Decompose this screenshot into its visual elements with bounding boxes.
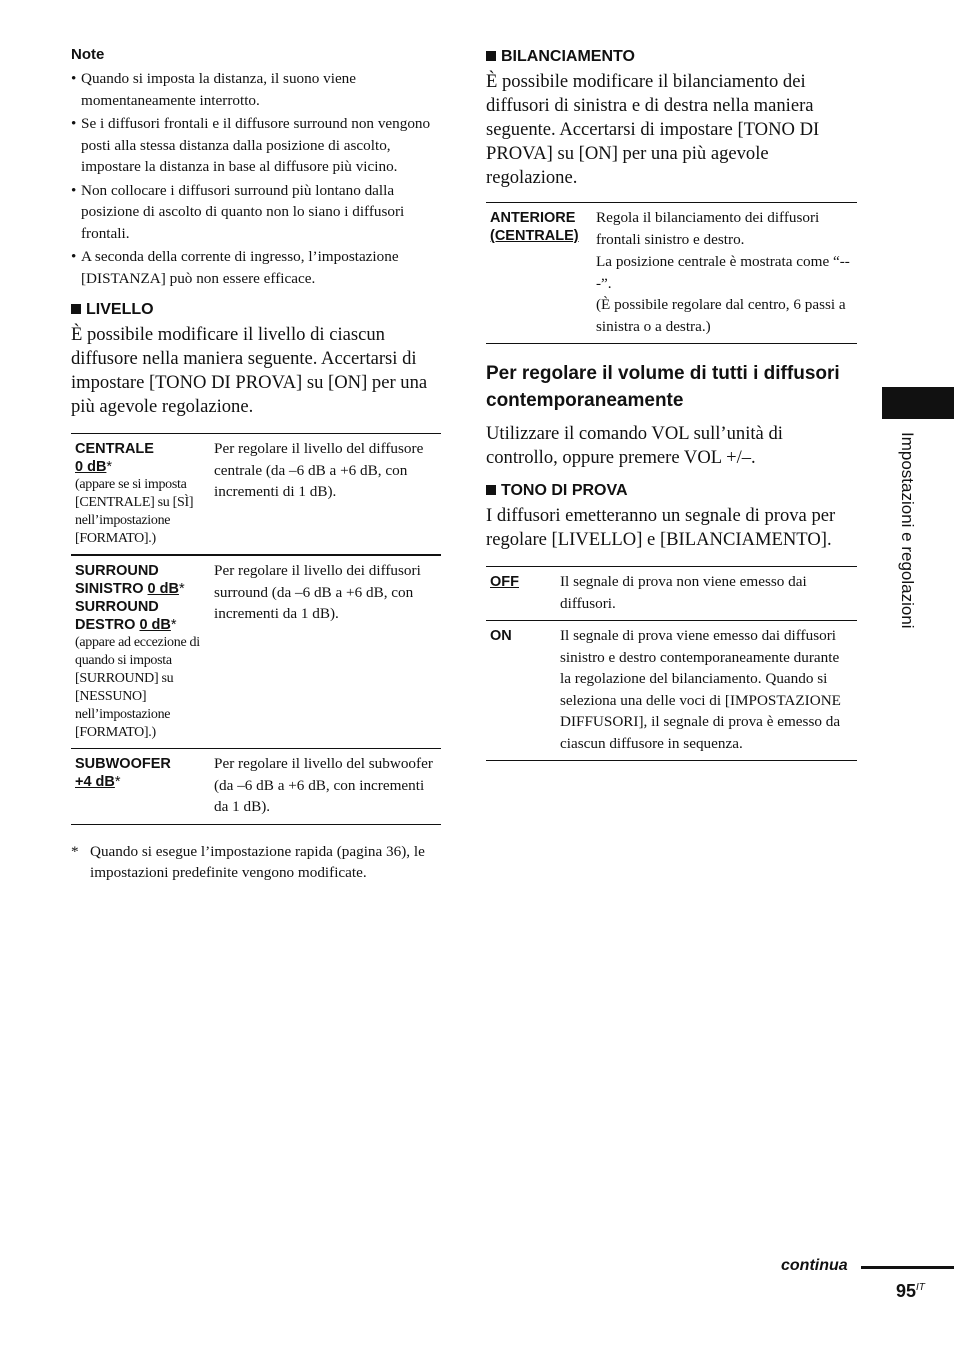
table-desc-cell: Il segnale di prova viene emesso dai diffusori sinistro e destro contemporaneamente durante la regolazione del bilanciamento. Quando si seleziona una delle voci di [IMPOSTAZIONE DIFFUSORI], il segnale di prova è emesso da ciascun diffusore in sequenza. bbox=[560, 627, 841, 752]
livello-table bbox=[71, 433, 441, 825]
page-number-value: 95 bbox=[896, 1281, 917, 1301]
sidebar-label-text: Impostazioni e regolazioni bbox=[898, 432, 917, 629]
footnote-star: * bbox=[178, 581, 185, 597]
table-key-cell bbox=[71, 434, 210, 556]
square-bullet-icon bbox=[486, 51, 496, 61]
key-value: +4 dB bbox=[75, 774, 115, 790]
table-row bbox=[71, 749, 441, 825]
tono-text: I diffusori emetteranno un segnale di prova per regolare [LIVELLO] e [BILANCIAMENTO]. bbox=[486, 505, 836, 550]
key-value: 0 dB bbox=[139, 617, 171, 633]
footnote-text: Quando si esegue l’impostazione rapida (pagina 36), le impostazioni predefinite vengono modificate. bbox=[90, 842, 425, 881]
key-value: 0 dB bbox=[147, 581, 179, 597]
page-number bbox=[896, 1281, 925, 1302]
table-key-cell bbox=[486, 567, 556, 621]
table-key-cell bbox=[71, 555, 210, 749]
table-row bbox=[486, 621, 857, 761]
key-value: 0 dB bbox=[75, 459, 107, 475]
bilanciamento-heading bbox=[486, 46, 857, 68]
table-row bbox=[71, 555, 441, 749]
square-bullet-icon bbox=[486, 485, 496, 495]
desc-line: (È possibile regolare dal centro, 6 passi a sinistra o a destra.) bbox=[596, 296, 846, 335]
key-name: CENTRALE bbox=[75, 441, 154, 457]
note-item: • Non collocare i diffusori surround più lontano dalla posizione di ascolto di quanto non lo siano i diffusori frontali. bbox=[71, 180, 441, 245]
livello-text: È possibile modificare il livello di ciascun diffusore nella maniera seguente. Accertarsi di impostare [TONO DI PROVA] su [ON] per una più agevole regolazione. bbox=[71, 324, 428, 417]
volume-title: Per regolare il volume di tutti i diffusori contemporaneamente bbox=[486, 363, 840, 411]
key-value: OFF bbox=[490, 574, 519, 590]
table-desc-cell: Per regolare il livello dei diffusori surround (da –6 dB a +6 dB, con incrementi da 1 dB). bbox=[214, 562, 421, 622]
notes-list bbox=[71, 68, 441, 289]
bilanciamento-text: È possibile modificare il bilanciamento dei diffusori di sinistra e di destra nella maniera seguente. Accertarsi di impostare [TONO DI PROVA] su [ON] per una più agevole regolazione. bbox=[486, 71, 820, 188]
footnote-star: * bbox=[114, 774, 121, 790]
livello-heading-text: LIVELLO bbox=[86, 301, 154, 318]
key-name: SUBWOOFER bbox=[75, 756, 171, 772]
note-item: • Quando si imposta la distanza, il suono viene momentaneamente interrotto. bbox=[71, 68, 441, 111]
key-value: (CENTRALE) bbox=[490, 228, 579, 244]
table-desc-cell: Il segnale di prova non viene emesso dai diffusori. bbox=[560, 573, 807, 612]
footnote-mark: * bbox=[71, 842, 79, 860]
table-key-cell bbox=[71, 749, 210, 825]
tono-heading bbox=[486, 480, 857, 502]
key-name: SURROUND DESTRO bbox=[75, 599, 159, 633]
desc-line: Regola il bilanciamento dei diffusori frontali sinistro e destro. bbox=[596, 209, 820, 248]
table-key-cell: ON bbox=[490, 628, 512, 644]
right-column bbox=[486, 46, 857, 761]
footnote-star: * bbox=[170, 617, 177, 633]
key-name: SURROUND SINISTRO bbox=[75, 563, 159, 597]
page-lang-code: IT bbox=[916, 1282, 925, 1293]
left-column bbox=[71, 46, 441, 884]
section-tab-marker bbox=[882, 387, 954, 419]
footnote bbox=[71, 841, 441, 884]
bilanciamento-heading-text: BILANCIAMENTO bbox=[501, 48, 635, 65]
square-bullet-icon bbox=[71, 304, 81, 314]
note-item: • A seconda della corrente di ingresso, l’impostazione [DISTANZA] può non essere efficace. bbox=[71, 246, 441, 289]
continua-rule bbox=[861, 1266, 954, 1269]
tono-table bbox=[486, 566, 857, 761]
key-note: (appare ad eccezione di quando si imposta [SURROUND] su [NESSUNO] nell’impostazione [FORMATO].) bbox=[75, 635, 200, 740]
tono-heading-text: TONO DI PROVA bbox=[501, 482, 628, 499]
note-item: • Se i diffusori frontali e il diffusore surround non vengono posti alla stessa distanza dalla posizione di ascolto, impostare la distanza in base al diffusore più vicino. bbox=[71, 113, 441, 178]
table-desc-cell: Per regolare il livello del diffusore centrale (da –6 dB a +6 dB, con incrementi di 1 dB). bbox=[214, 440, 424, 500]
bilanciamento-table bbox=[486, 202, 857, 344]
note-title: Note bbox=[71, 46, 105, 63]
table-key-cell bbox=[486, 203, 592, 344]
volume-text: Utilizzare il comando VOL sull’unità di controllo, oppure premere VOL +/–. bbox=[486, 423, 783, 468]
key-note: (appare se si imposta [CENTRALE] su [SÌ] nell’impostazione [FORMATO].) bbox=[75, 477, 194, 546]
desc-line: La posizione centrale è mostrata come “---”. bbox=[596, 253, 850, 292]
continua-label: continua bbox=[781, 1257, 848, 1274]
livello-heading bbox=[71, 299, 441, 321]
table-desc-cell bbox=[592, 203, 857, 344]
table-row bbox=[71, 434, 441, 556]
footnote-star: * bbox=[106, 459, 113, 475]
table-desc-cell: Per regolare il livello del subwoofer (da –6 dB a +6 dB, con incrementi da 1 dB). bbox=[214, 755, 433, 815]
table-row bbox=[486, 567, 857, 621]
key-name: ANTERIORE bbox=[490, 210, 576, 226]
table-row bbox=[486, 203, 857, 344]
sidebar-section-label bbox=[895, 432, 919, 702]
